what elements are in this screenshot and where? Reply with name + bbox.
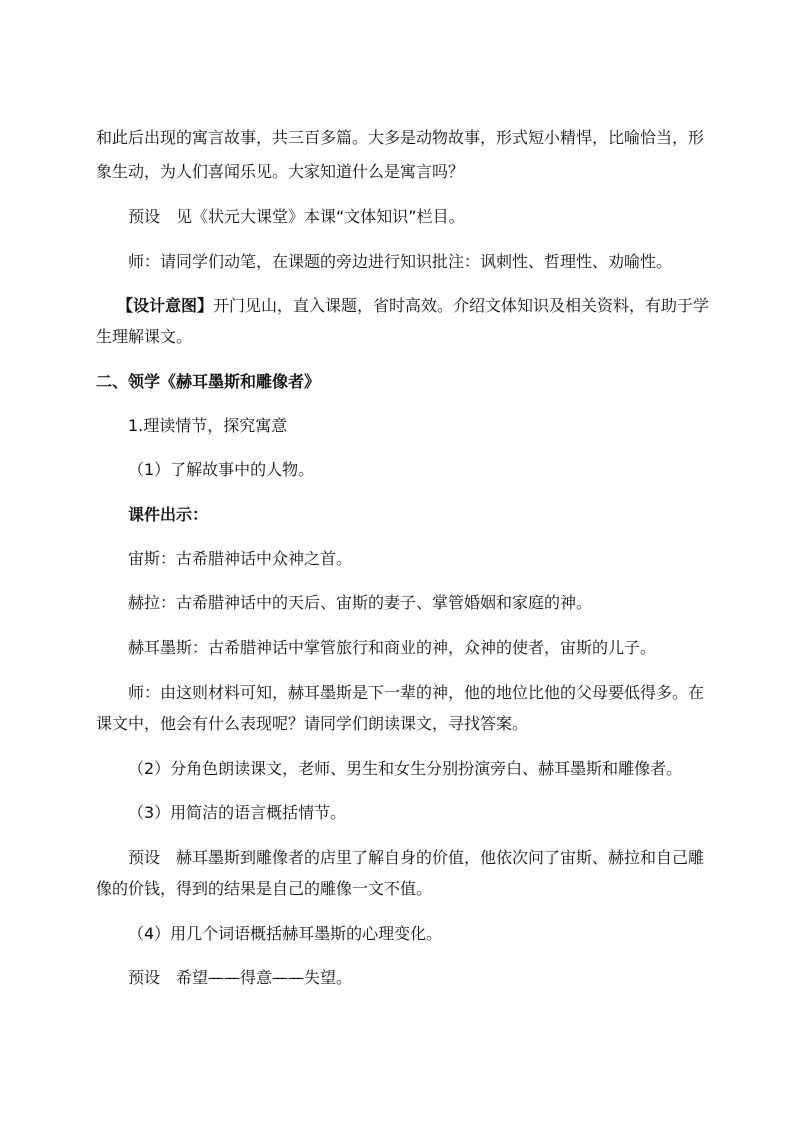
question-line: （3）用简洁的语言概括情节。 <box>128 803 347 822</box>
section-heading: 二、领学《赫耳墨斯和雕像者》 <box>96 372 321 391</box>
question-line: （1）了解故事中的人物。 <box>128 460 315 479</box>
design-intent-label: 【设计意图】 <box>117 296 214 315</box>
preset-answer-line: 预设 赫耳墨斯到雕像者的店里了解自身的价值，他依次问了宙斯、赫拉和自己雕 <box>128 848 705 867</box>
paragraph-line: 课文中，他会有什么表现呢？请同学们朗读课文，寻找答案。 <box>96 714 529 733</box>
character-entry: 宙斯：古希腊神话中众神之首。 <box>128 549 353 568</box>
preset-answer-line: 预设 希望——得意——失望。 <box>128 968 353 987</box>
preset-answer-line: 预设 见《状元大课堂》本课“文体知识”栏目。 <box>128 207 465 226</box>
teacher-paragraph-line: 师：由这则材料可知，赫耳墨斯是下一辈的神，他的地位比他的父母要低得多。在 <box>128 683 705 702</box>
paragraph-line: 象生动，为人们喜闻乐见。大家知道什么是寓言吗？ <box>96 162 465 181</box>
paragraph-line: 生理解课文。 <box>96 327 193 346</box>
subsection-heading: 1.理读情节，探究寓意 <box>128 416 288 435</box>
question-line: （4）用几个词语概括赫耳墨斯的心理变化。 <box>128 924 443 943</box>
design-intent-paragraph <box>117 294 709 318</box>
character-entry: 赫拉：古希腊神话中的天后、宙斯的妻子、掌管婚姻和家庭的神。 <box>128 593 593 612</box>
teacher-instruction-line: 师：请同学们动笔，在课题的旁边进行知识批注：讽刺性、哲理性、劝喻性。 <box>128 252 673 271</box>
paragraph-line: 像的价钱，得到的结果是自己的雕像一文不值。 <box>96 879 433 898</box>
character-entry: 赫耳墨斯：古希腊神话中掌管旅行和商业的神，众神的使者，宙斯的儿子。 <box>128 638 657 657</box>
design-intent-text: 开门见山，直入课题，省时高效。介绍文体知识及相关资料，有助于学 <box>213 296 710 315</box>
slide-heading: 课件出示： <box>128 505 209 524</box>
paragraph-line: 和此后出现的寓言故事，共三百多篇。大多是动物故事，形式短小精悍，比喻恰当，形 <box>96 128 705 147</box>
question-line: （2）分角色朗读课文，老师、男生和女生分别扮演旁白、赫耳墨斯和雕像者。 <box>128 759 683 778</box>
